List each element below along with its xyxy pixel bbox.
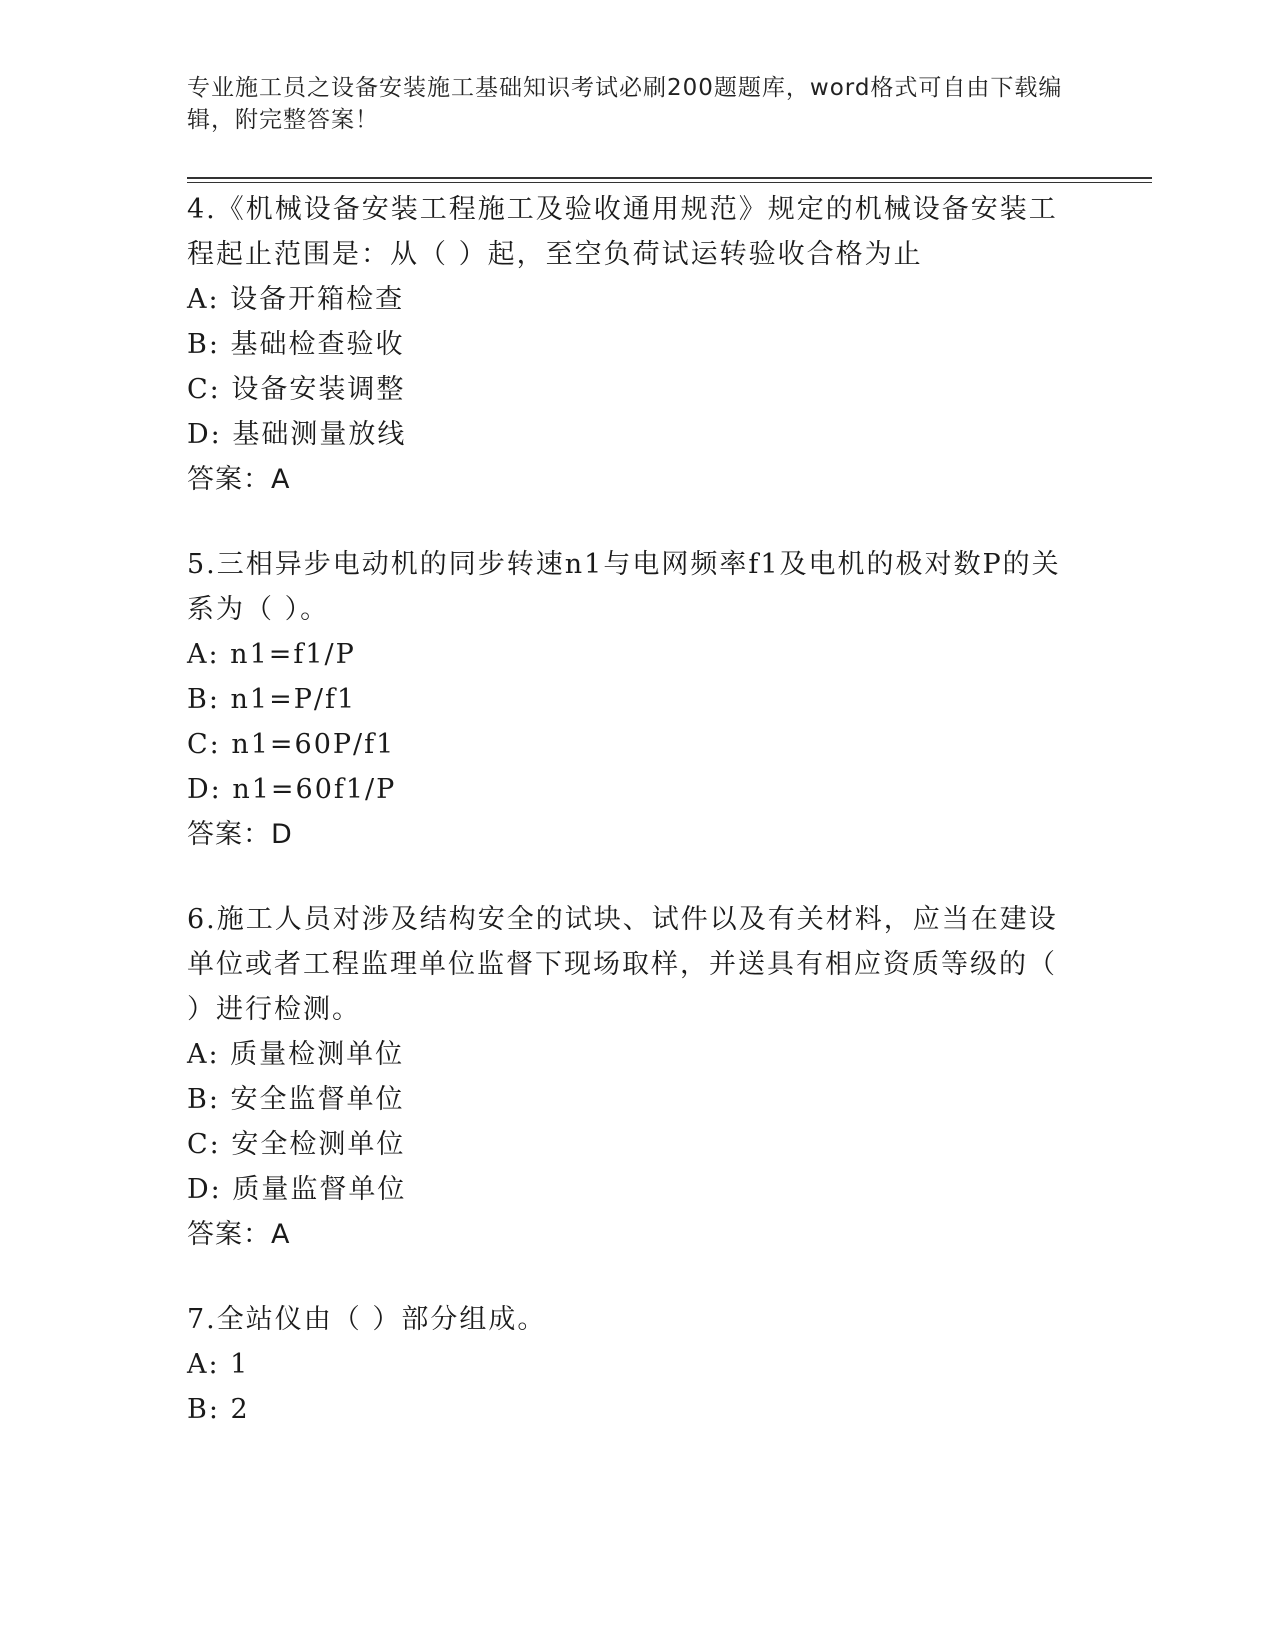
option-a: A: 质量检测单位 bbox=[187, 1039, 405, 1070]
option-a: A: n1=f1/P bbox=[187, 639, 356, 670]
header-title: 专业施工员之设备安装施工基础知识考试必刷200题题库，word格式可自由下载编辑，附完整答案！ bbox=[187, 75, 1063, 133]
answer-label: 答案：A bbox=[187, 464, 291, 495]
header-divider-top bbox=[187, 177, 1152, 179]
option-a: A: 1 bbox=[187, 1349, 250, 1380]
question-5 bbox=[187, 542, 1067, 857]
option-b: B: 2 bbox=[187, 1394, 250, 1425]
answer-label: 答案：A bbox=[187, 1219, 291, 1250]
option-c: C: 安全检测单位 bbox=[187, 1129, 406, 1160]
question-text: 4.《机械设备安装工程施工及验收通用规范》规定的机械设备安装工程起止范围是：从（ ）起，至空负荷试运转验收合格为止 bbox=[187, 194, 1058, 270]
question-6 bbox=[187, 897, 1067, 1257]
header-divider-bottom bbox=[187, 182, 1152, 183]
answer-label: 答案：D bbox=[187, 819, 293, 850]
option-c: C: 设备安装调整 bbox=[187, 374, 406, 405]
option-d: D: 基础测量放线 bbox=[187, 419, 407, 450]
question-text: 6.施工人员对涉及结构安全的试块、试件以及有关材料，应当在建设单位或者工程监理单位监督下现场取样，并送具有相应资质等级的（ ）进行检测。 bbox=[187, 904, 1058, 1025]
question-4 bbox=[187, 187, 1067, 502]
question-text: 7.全站仪由（ ）部分组成。 bbox=[187, 1304, 547, 1335]
option-d: D: n1=60f1/P bbox=[187, 774, 397, 805]
question-7 bbox=[187, 1297, 1067, 1432]
option-b: B: 安全监督单位 bbox=[187, 1084, 405, 1115]
option-d: D: 质量监督单位 bbox=[187, 1174, 407, 1205]
question-list bbox=[187, 187, 1067, 1472]
option-c: C: n1=60P/f1 bbox=[187, 729, 396, 760]
page-header bbox=[187, 72, 1067, 136]
option-b: B: 基础检查验收 bbox=[187, 329, 405, 360]
question-text: 5.三相异步电动机的同步转速n1与电网频率f1及电机的极对数P的关系为（ ）。 bbox=[187, 549, 1061, 625]
option-a: A: 设备开箱检查 bbox=[187, 284, 405, 315]
option-b: B: n1=P/f1 bbox=[187, 684, 357, 715]
